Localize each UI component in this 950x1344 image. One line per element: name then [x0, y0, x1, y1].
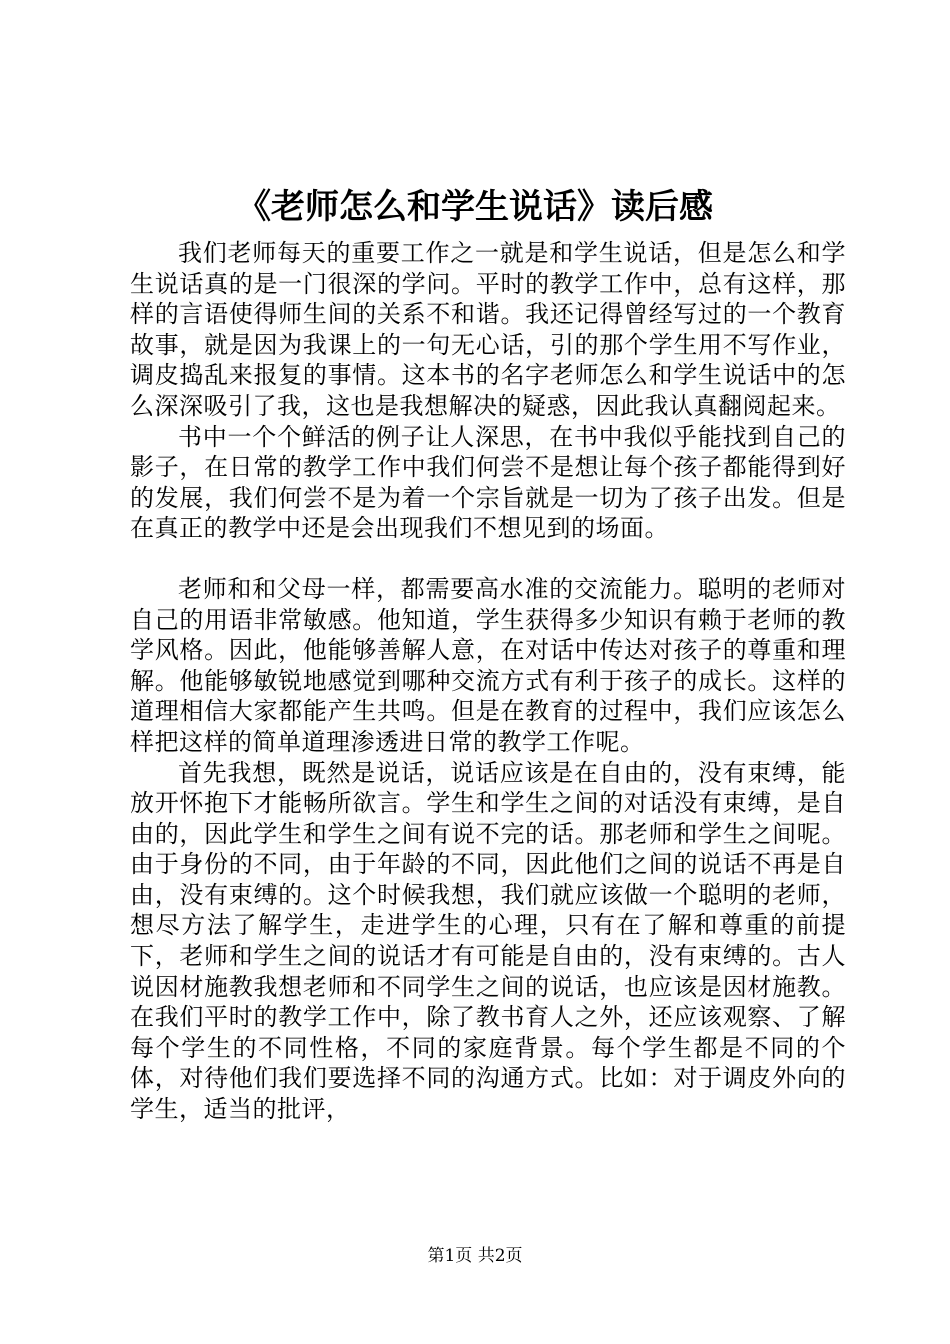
paragraph-2: 书中一个个鲜活的例子让人深思，在书中我似乎能找到自己的影子，在日常的教学工作中我们何尝不是想让每个孩子都能得到好的发展，我们何尝不是为着一个宗旨就是一切为了孩子出发。但是在真正的教学中还是会出现我们不想见到的场面。	[130, 422, 846, 543]
paragraph-3: 老师和和父母一样，都需要高水准的交流能力。聪明的老师对自己的用语非常敏感。他知道，学生获得多少知识有赖于老师的教学风格。因此，他能够善解人意，在对话中传达对孩子的尊重和理解。他能够敏锐地感觉到哪种交流方式有利于孩子的成长。这样的道理相信大家都能产生共鸣。但是在教育的过程中，我们应该怎么样把这样的简单道理渗透进日常的教学工作呢。	[130, 574, 846, 756]
paragraph-4: 首先我想，既然是说话，说话应该是在自由的，没有束缚，能放开怀抱下才能畅所欲言。学生和学生之间的对话没有束缚，是自由的，因此学生和学生之间有说不完的话。那老师和学生之间呢。由于身份的不同，由于年龄的不同，因此他们之间的说话不再是自由，没有束缚的。这个时候我想，我们就应该做一个聪明的老师，想尽方法了解学生，走进学生的心理，只有在了解和尊重的前提下，老师和学生之间的说话才有可能是自由的，没有束缚的。古人说因材施教我想老师和不同学生之间的说话，也应该是因材施教。在我们平时的教学工作中，除了教书育人之外，还应该观察、了解每个学生的不同性格，不同的家庭背景。每个学生都是不同的个体，对待他们我们要选择不同的沟通方式。比如：对于调皮外向的学生，适当的批评，	[130, 758, 846, 1124]
document-title: 《老师怎么和学生说话》读后感	[237, 187, 713, 227]
paragraph-1: 我们老师每天的重要工作之一就是和学生说话，但是怎么和学生说话真的是一门很深的学问。平时的教学工作中，总有这样，那样的言语使得师生间的关系不和谐。我还记得曾经写过的一个教育故事，就是因为我课上的一句无心话，引的那个学生用不写作业，调皮捣乱来报复的事情。这本书的名字老师怎么和学生说话中的怎么深深吸引了我，这也是我想解决的疑惑，因此我认真翻阅起来。	[130, 239, 846, 420]
paragraph-spacer	[130, 544, 846, 574]
page-footer: 第1页 共2页	[427, 1246, 523, 1266]
document-body	[130, 238, 846, 1125]
